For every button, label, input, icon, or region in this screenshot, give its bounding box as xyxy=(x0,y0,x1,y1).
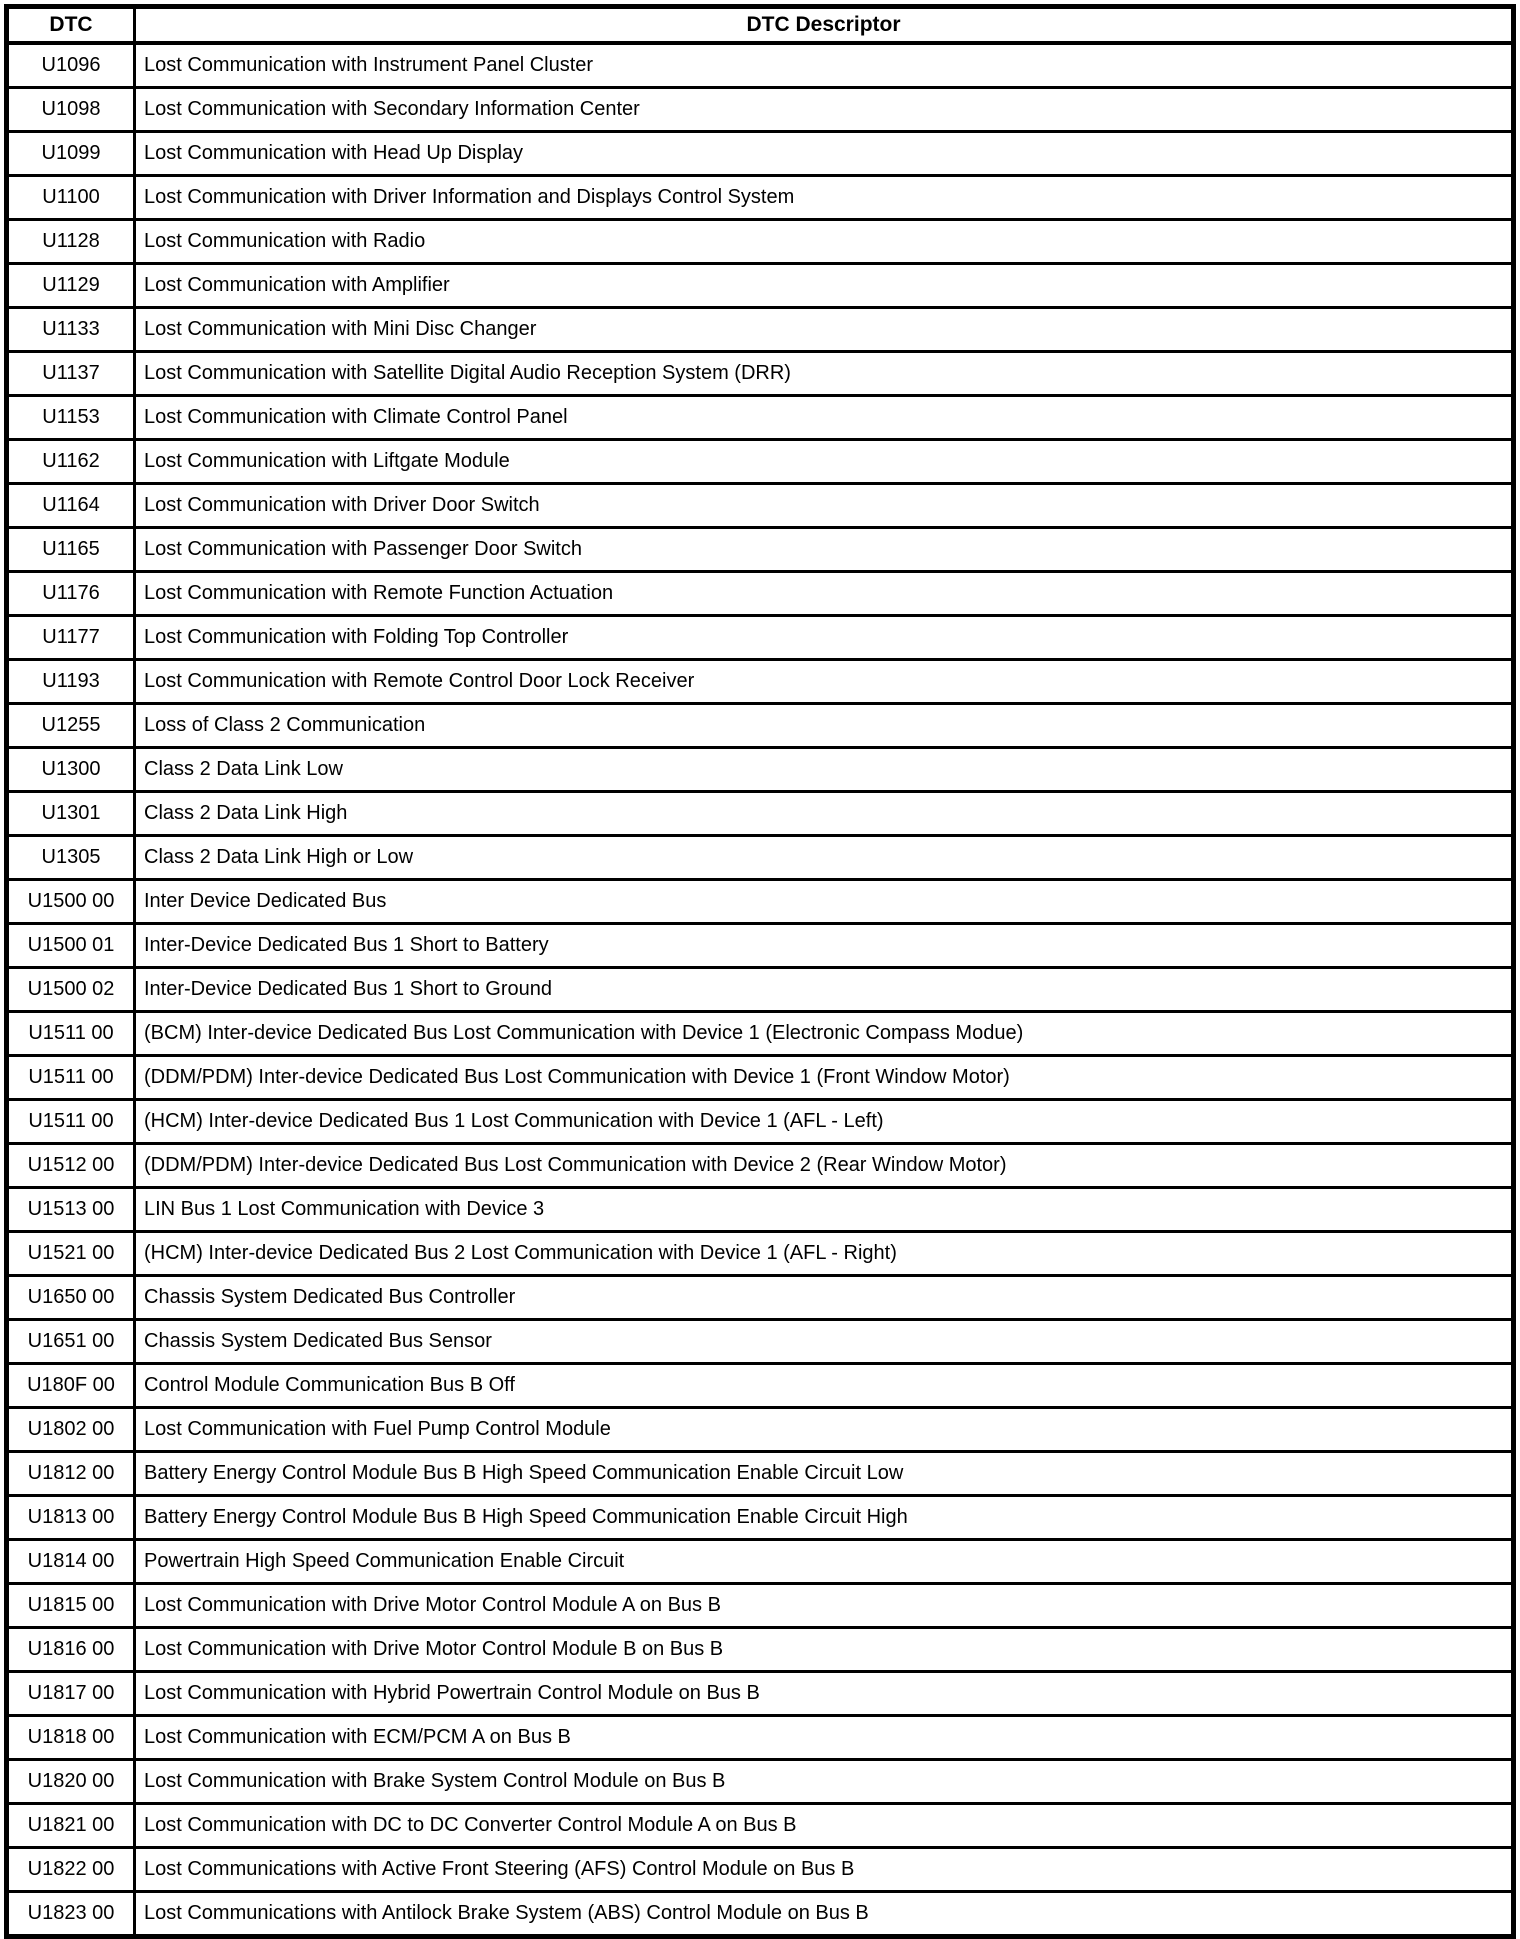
table-row xyxy=(7,1320,1514,1364)
table-row xyxy=(7,1012,1514,1056)
table-row xyxy=(7,1452,1514,1496)
table-row xyxy=(7,176,1514,220)
dtc-code-cell: U1128 xyxy=(7,220,135,264)
dtc-code-cell: U1812 00 xyxy=(7,1452,135,1496)
table-row xyxy=(7,264,1514,308)
table-row xyxy=(7,308,1514,352)
dtc-descriptor-cell: Lost Communication with Amplifier xyxy=(135,264,1514,308)
dtc-descriptor-cell: Class 2 Data Link High or Low xyxy=(135,836,1514,880)
table-row xyxy=(7,352,1514,396)
dtc-code-cell: U1820 00 xyxy=(7,1760,135,1804)
dtc-descriptor-cell: Class 2 Data Link High xyxy=(135,792,1514,836)
dtc-descriptor-cell: Lost Communications with Active Front Steering (AFS) Control Module on Bus B xyxy=(135,1848,1514,1892)
dtc-descriptor-cell: Control Module Communication Bus B Off xyxy=(135,1364,1514,1408)
dtc-code-cell: U1100 xyxy=(7,176,135,220)
table-row xyxy=(7,1056,1514,1100)
dtc-code-cell: U1512 00 xyxy=(7,1144,135,1188)
dtc-descriptor-cell: Lost Communication with Head Up Display xyxy=(135,132,1514,176)
dtc-code-cell: U1813 00 xyxy=(7,1496,135,1540)
table-row xyxy=(7,484,1514,528)
dtc-code-cell: U1821 00 xyxy=(7,1804,135,1848)
dtc-code-cell: U180F 00 xyxy=(7,1364,135,1408)
dtc-descriptor-cell: Lost Communication with Hybrid Powertrain Control Module on Bus B xyxy=(135,1672,1514,1716)
table-row xyxy=(7,836,1514,880)
dtc-descriptor-cell: Lost Communication with Climate Control Panel xyxy=(135,396,1514,440)
dtc-descriptor-cell: Lost Communication with Driver Door Switch xyxy=(135,484,1514,528)
dtc-table xyxy=(4,4,1516,1939)
dtc-code-cell: U1137 xyxy=(7,352,135,396)
dtc-descriptor-column-header: DTC Descriptor xyxy=(135,7,1514,44)
dtc-descriptor-cell: Chassis System Dedicated Bus Controller xyxy=(135,1276,1514,1320)
dtc-code-cell: U1153 xyxy=(7,396,135,440)
table-row xyxy=(7,1672,1514,1716)
table-row xyxy=(7,1540,1514,1584)
dtc-code-cell: U1511 00 xyxy=(7,1056,135,1100)
table-row xyxy=(7,43,1514,88)
table-row xyxy=(7,616,1514,660)
table-row xyxy=(7,572,1514,616)
dtc-descriptor-cell: Lost Communication with Brake System Control Module on Bus B xyxy=(135,1760,1514,1804)
table-header-row xyxy=(7,7,1514,44)
dtc-code-cell: U1823 00 xyxy=(7,1892,135,1937)
dtc-code-cell: U1255 xyxy=(7,704,135,748)
dtc-descriptor-cell: Lost Communication with Folding Top Controller xyxy=(135,616,1514,660)
dtc-code-cell: U1500 02 xyxy=(7,968,135,1012)
dtc-descriptor-cell: (BCM) Inter-device Dedicated Bus Lost Communication with Device 1 (Electronic Compass Modue) xyxy=(135,1012,1514,1056)
dtc-code-cell: U1817 00 xyxy=(7,1672,135,1716)
dtc-descriptor-cell: Powertrain High Speed Communication Enable Circuit xyxy=(135,1540,1514,1584)
dtc-code-cell: U1814 00 xyxy=(7,1540,135,1584)
dtc-descriptor-cell: (HCM) Inter-device Dedicated Bus 1 Lost Communication with Device 1 (AFL - Left) xyxy=(135,1100,1514,1144)
dtc-code-cell: U1500 00 xyxy=(7,880,135,924)
table-row xyxy=(7,1100,1514,1144)
table-row xyxy=(7,748,1514,792)
table-row xyxy=(7,880,1514,924)
table-row xyxy=(7,660,1514,704)
dtc-code-cell: U1096 xyxy=(7,43,135,88)
dtc-descriptor-cell: Inter-Device Dedicated Bus 1 Short to Ground xyxy=(135,968,1514,1012)
table-row xyxy=(7,1892,1514,1937)
table-row xyxy=(7,792,1514,836)
dtc-code-cell: U1165 xyxy=(7,528,135,572)
table-row xyxy=(7,1628,1514,1672)
dtc-code-cell: U1098 xyxy=(7,88,135,132)
dtc-descriptor-cell: (DDM/PDM) Inter-device Dedicated Bus Lost Communication with Device 2 (Rear Window Motor) xyxy=(135,1144,1514,1188)
table-row xyxy=(7,704,1514,748)
dtc-code-cell: U1301 xyxy=(7,792,135,836)
dtc-descriptor-cell: Loss of Class 2 Communication xyxy=(135,704,1514,748)
dtc-code-cell: U1164 xyxy=(7,484,135,528)
dtc-code-cell: U1815 00 xyxy=(7,1584,135,1628)
dtc-descriptor-cell: Battery Energy Control Module Bus B High Speed Communication Enable Circuit Low xyxy=(135,1452,1514,1496)
table-row xyxy=(7,1364,1514,1408)
table-row xyxy=(7,1144,1514,1188)
dtc-code-cell: U1162 xyxy=(7,440,135,484)
dtc-code-cell: U1802 00 xyxy=(7,1408,135,1452)
table-row xyxy=(7,1188,1514,1232)
dtc-descriptor-cell: Lost Communication with Liftgate Module xyxy=(135,440,1514,484)
dtc-descriptor-cell: Lost Communication with ECM/PCM A on Bus B xyxy=(135,1716,1514,1760)
dtc-code-cell: U1193 xyxy=(7,660,135,704)
table-row xyxy=(7,1760,1514,1804)
dtc-descriptor-cell: Lost Communication with Secondary Information Center xyxy=(135,88,1514,132)
dtc-column-header: DTC xyxy=(7,7,135,44)
dtc-descriptor-cell: LIN Bus 1 Lost Communication with Device 3 xyxy=(135,1188,1514,1232)
table-row xyxy=(7,1408,1514,1452)
table-row xyxy=(7,220,1514,264)
dtc-code-cell: U1305 xyxy=(7,836,135,880)
table-row xyxy=(7,396,1514,440)
dtc-code-cell: U1133 xyxy=(7,308,135,352)
dtc-code-cell: U1177 xyxy=(7,616,135,660)
dtc-descriptor-cell: Lost Communication with Drive Motor Control Module A on Bus B xyxy=(135,1584,1514,1628)
table-row xyxy=(7,132,1514,176)
table-row xyxy=(7,440,1514,484)
dtc-code-cell: U1822 00 xyxy=(7,1848,135,1892)
dtc-code-cell: U1511 00 xyxy=(7,1012,135,1056)
dtc-code-cell: U1818 00 xyxy=(7,1716,135,1760)
dtc-descriptor-cell: (HCM) Inter-device Dedicated Bus 2 Lost Communication with Device 1 (AFL - Right) xyxy=(135,1232,1514,1276)
dtc-descriptor-cell: Chassis System Dedicated Bus Sensor xyxy=(135,1320,1514,1364)
dtc-descriptor-cell: Lost Communication with DC to DC Converter Control Module A on Bus B xyxy=(135,1804,1514,1848)
dtc-table-body xyxy=(7,43,1514,1937)
dtc-code-cell: U1816 00 xyxy=(7,1628,135,1672)
dtc-code-cell: U1176 xyxy=(7,572,135,616)
table-row xyxy=(7,1232,1514,1276)
dtc-descriptor-cell: Lost Communication with Remote Function Actuation xyxy=(135,572,1514,616)
table-row xyxy=(7,528,1514,572)
dtc-descriptor-cell: Battery Energy Control Module Bus B High Speed Communication Enable Circuit High xyxy=(135,1496,1514,1540)
table-row xyxy=(7,968,1514,1012)
dtc-descriptor-cell: Inter-Device Dedicated Bus 1 Short to Battery xyxy=(135,924,1514,968)
dtc-descriptor-cell: Inter Device Dedicated Bus xyxy=(135,880,1514,924)
dtc-descriptor-cell: Lost Communication with Passenger Door Switch xyxy=(135,528,1514,572)
dtc-code-cell: U1651 00 xyxy=(7,1320,135,1364)
dtc-descriptor-cell: Lost Communication with Instrument Panel Cluster xyxy=(135,43,1514,88)
table-row xyxy=(7,1496,1514,1540)
table-row xyxy=(7,88,1514,132)
table-row xyxy=(7,1716,1514,1760)
dtc-descriptor-cell: Lost Communication with Fuel Pump Control Module xyxy=(135,1408,1514,1452)
dtc-code-cell: U1129 xyxy=(7,264,135,308)
dtc-descriptor-cell: Lost Communications with Antilock Brake System (ABS) Control Module on Bus B xyxy=(135,1892,1514,1937)
dtc-descriptor-cell: Lost Communication with Drive Motor Control Module B on Bus B xyxy=(135,1628,1514,1672)
table-row xyxy=(7,1848,1514,1892)
dtc-code-cell: U1500 01 xyxy=(7,924,135,968)
table-row xyxy=(7,1804,1514,1848)
dtc-code-cell: U1513 00 xyxy=(7,1188,135,1232)
dtc-code-cell: U1650 00 xyxy=(7,1276,135,1320)
dtc-descriptor-cell: Lost Communication with Remote Control Door Lock Receiver xyxy=(135,660,1514,704)
dtc-code-cell: U1521 00 xyxy=(7,1232,135,1276)
dtc-code-cell: U1099 xyxy=(7,132,135,176)
dtc-descriptor-cell: Lost Communication with Mini Disc Changer xyxy=(135,308,1514,352)
dtc-descriptor-cell: Lost Communication with Radio xyxy=(135,220,1514,264)
table-row xyxy=(7,1584,1514,1628)
table-row xyxy=(7,1276,1514,1320)
table-row xyxy=(7,924,1514,968)
dtc-code-cell: U1511 00 xyxy=(7,1100,135,1144)
dtc-descriptor-cell: (DDM/PDM) Inter-device Dedicated Bus Lost Communication with Device 1 (Front Window Motor) xyxy=(135,1056,1514,1100)
dtc-descriptor-cell: Lost Communication with Satellite Digital Audio Reception System (DRR) xyxy=(135,352,1514,396)
dtc-descriptor-cell: Class 2 Data Link Low xyxy=(135,748,1514,792)
dtc-descriptor-cell: Lost Communication with Driver Information and Displays Control System xyxy=(135,176,1514,220)
dtc-code-cell: U1300 xyxy=(7,748,135,792)
